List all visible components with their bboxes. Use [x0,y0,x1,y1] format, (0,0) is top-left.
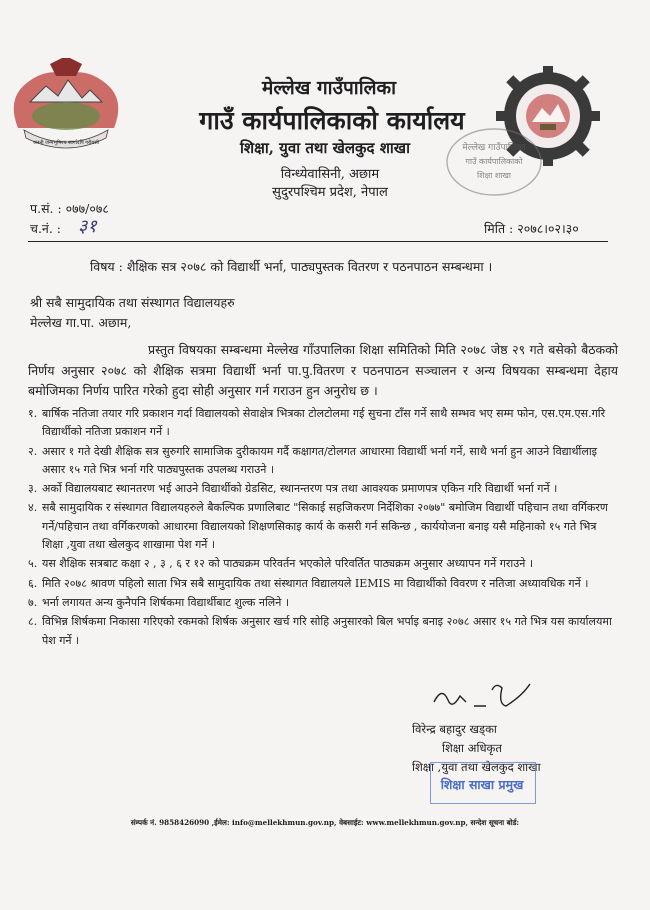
list-item: ५. यस शैक्षिक सत्रबाट कक्षा २ , ३ , ६ र १२ को पाठ्यक्रम परिवर्तन भएकोले परिवर्तित पाठ्यक्रम अनुसार अध्यापन गर्ने गराउने । [28,557,534,571]
stamp-text: शिक्षा साखा प्रमुख [440,777,524,792]
office-stamp-icon [444,126,544,198]
list-item: १. बार्षिक नतिजा तयार गरि प्रकाशन गर्दा विद्यालयको सेवाक्षेत्र भित्रका टोलटोलमा गई सुचना टाँस गर्ने साथै सम्भव भए सम्म फोन, एस.एम.एस.गरि विद्यार्थीको नतिजा प्रकाशन गर्ने । [28,407,606,439]
dispatch-label: च.नं. : [30,221,62,236]
addressee-line-1: श्री सबै सामुदायिक तथा संस्थागत विद्यालयहरु [30,295,235,310]
addressee-line-2: मेल्लेख गा.पा. अछाम, [30,315,132,330]
signatory-title: शिक्षा अधिकृत [442,741,502,755]
decision-list [28,405,618,651]
section-name: शिक्षा, युवा तथा खेलकुद शाखा [240,139,410,157]
municipality-name: मेल्लेख गाउँपालिका [261,77,397,99]
contact-footer: संम्पर्क नं. 9858426090 ,ईमेल: info@mellekhmun.gov.np, वेबसाईट: www.mellekhmun.gov.np, सन्देश सूचना बोर्ड: [130,818,520,827]
list-item: २. असार १ गते देखी शैक्षिक सत्र सुरुगरि सामाजिक दुरीकायम गर्दै कक्षागत/टोलगत आधारमा विद्यार्थी भर्ना गर्ने, साथै भर्ना हुन आउने विद्यार्थीलाइ असार १५ गते भित्र भर्ना गरि पाठ्यपुस्तक उपलब्ध गराउने । [28,444,598,476]
list-item: ३. अर्को विद्यालयबाट स्थानतरण भई आउने विद्यार्थीको ग्रेडसिट, स्थानन्तरण पत्र तथा आवश्यक प्रमाणपत्र एकिन गरि विद्यार्थी भर्ना गर्ने । [28,482,558,496]
dispatch-number: ३१ [78,216,97,237]
header-divider [28,241,608,242]
reference-number: प.सं. : ०७७/०७८ [30,201,109,216]
office-title: गाउँ कार्यपालिकाको कार्यालय [199,106,465,135]
office-location: विन्ध्येवासिनी, अछाम [280,167,380,182]
svg-text:गाउँ कार्यपालिकाको: गाउँ कार्यपालिकाको [465,157,523,166]
body-paragraph-text: प्रस्तुत विषयका सम्बन्धमा मेल्लेख गाँउपालिका शिक्षा समितिको मिति २०७८ जेष्ठ २९ गते बसेको बैठकको निर्णय अनुसार २०७८ को शैक्षिक सत्रमा विद्यार्थी भर्ना पा.पु.वितरण र पठनपाठन सञ्चालन र अन्य विषयका सम्बन्धमा देहाय बमोजिमका निर्णय पारित गरेको हुदा सोही अनुसार गर्न गराउन हुन अनुरोध छ । [28,342,618,398]
signature-scribble [426,680,536,714]
letter-subject: विषय : शैक्षिक सत्र २०७८ को विद्यार्थी भर्ना, पाठ्यपुस्तक वितरण र पठनपाठन सम्बन्धमा । [90,259,493,274]
svg-text:मेल्लेख गाउँपालिका: मेल्लेख गाउँपालिका [462,143,526,153]
svg-text:शिक्षा शाखा: शिक्षा शाखा [477,171,511,180]
signatory-name: विरेन्द्र बहादुर खड्का [412,722,497,736]
svg-text:जननी जन्मभूमिश्च स्वर्गादपि गर: जननी जन्मभूमिश्च स्वर्गादपि गरीयसी [32,140,100,146]
letter-date: मिति : २०७८।०२।३० [484,221,579,236]
body-paragraph [28,340,618,402]
list-item: ७. भर्ना लगायत अन्य कुनैपनि शिर्षकमा विद्यार्थीबाट शुल्क नलिने । [28,595,290,609]
province-name: सुदुरपश्चिम प्रदेश, नेपाल [272,185,388,200]
signatory-section: शिक्षा ,युवा तथा खेलकुद शाखा [412,760,541,774]
list-item: ४. सबै सामुदायिक र संस्थागत विद्यालयहरुले बैकल्पिक प्रणालिबाट "सिकाई सहजिकरण निर्देशिका २०७७" बमोजिम विद्यार्थी पहिचान तथा वर्गिकरण गर्ने/पहिचान तथा वर्गिकरणको आधारमा विद्यालयको शिक्षणसिकाइ कार्य के कसरी गर्न सकिन्छ , कार्ययोजना बनाइ यसै महिनाको १५ गते भित्र शिक्षा ,युवा तथा खेलकुद शाखामा पेश गर्ने । [28,501,608,552]
list-item: ६. मिति २०७८ श्रावण पहिलो साता भित्र सबै सामुदायिक तथा संस्थागत विद्यालयले IEMIS मा विद्यार्थीको विवरण र नतिजा अध्यावधिक गर्ने । [28,576,589,590]
list-item: ८. विभिन्न शिर्षकमा निकासा गरिएको रकमको शिर्षक अनुसार खर्च गरि सोहि अनुसारको बिल भर्पाइ बनाइ २०७८ असार १५ गते भित्र यस कार्यालयमा पेश गर्ने । [28,615,612,647]
